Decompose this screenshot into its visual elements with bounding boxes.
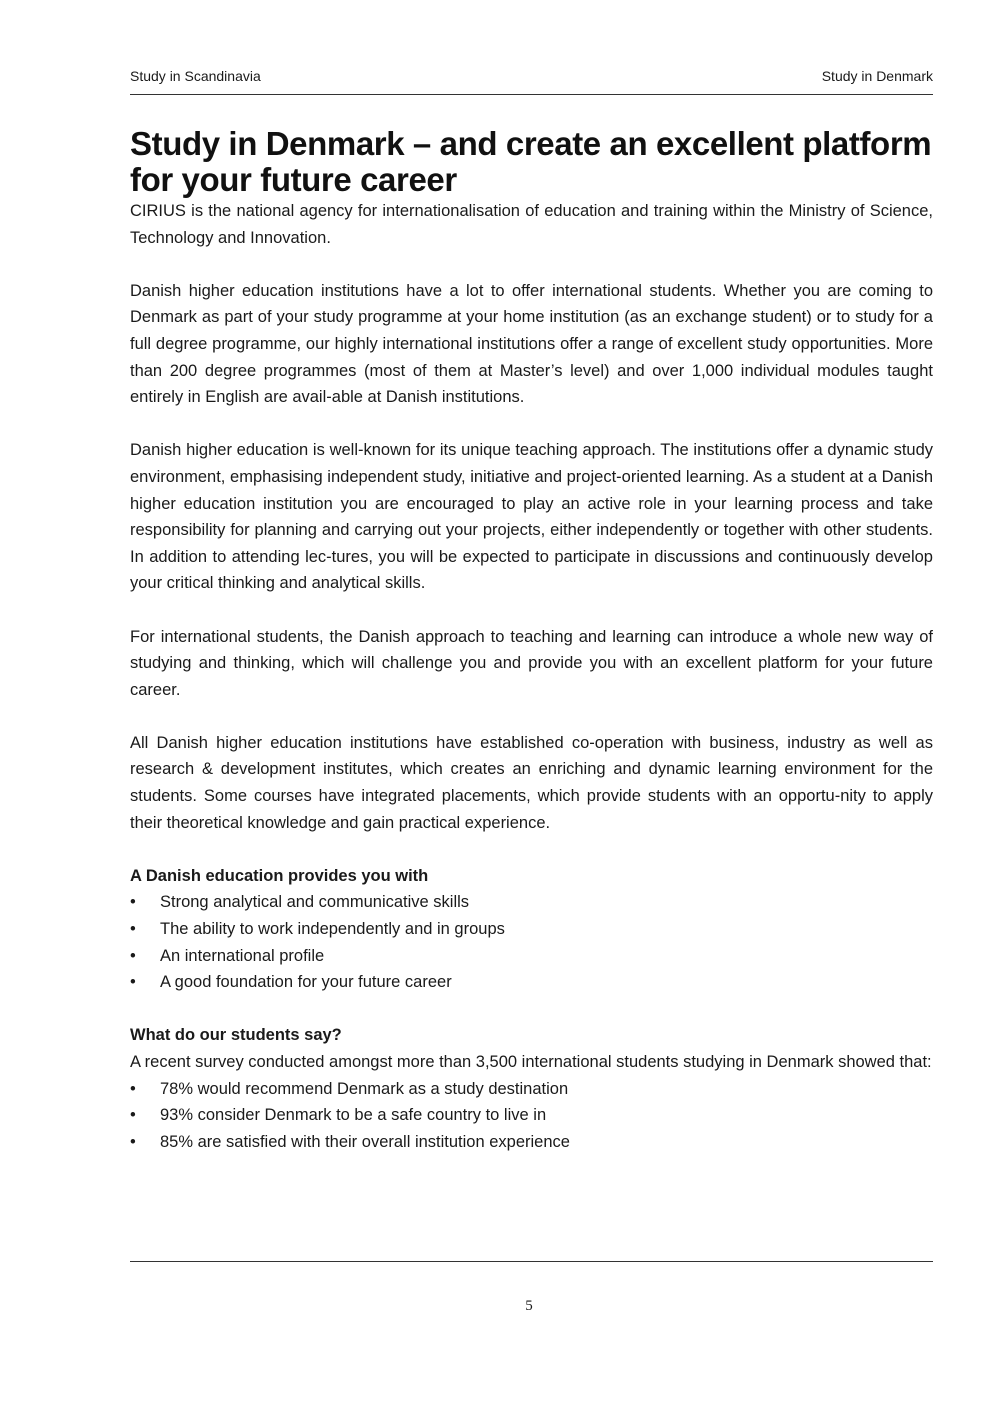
survey-list <box>130 1076 933 1156</box>
page-content <box>130 126 933 1182</box>
running-header <box>130 68 933 84</box>
bullet-icon: • <box>130 1079 136 1098</box>
bullet-icon: • <box>130 893 136 912</box>
list-item: • A good foundation for your future career <box>130 969 933 996</box>
list-item: • An international profile <box>130 943 933 970</box>
paragraph: CIRIUS is the national agency for internationalisation of education and training within the Ministry of Science, Technology and Innovation. <box>130 202 933 247</box>
list-item: • The ability to work independently and in groups <box>130 916 933 943</box>
bullet-icon: • <box>130 1132 136 1151</box>
page-number: 5 <box>525 1298 533 1314</box>
list-item: • 93% consider Denmark to be a safe country to live in <box>130 1102 933 1129</box>
paragraph: Danish higher education institutions have a lot to offer international students. Whether you are coming to Denmark as part of your study programme at your home institution (as an exchange student) or to study for a full degree programme, our highly international institutions offer a range of excellent study opportunities. More than 200 degree programmes (most of them at Master’s level) and over 1,000 individual modules taught entirely in English are avail-able at Danish institutions. <box>130 281 933 407</box>
survey-intro: A recent survey conducted amongst more than 3,500 international students studying in Denmark showed that: <box>130 1053 932 1071</box>
header-right: Study in Denmark <box>821 68 933 84</box>
education-list <box>130 889 933 995</box>
header-left: Study in Scandinavia <box>130 68 261 84</box>
section-heading-students: What do our students say? <box>130 1026 342 1045</box>
header-rule <box>130 94 933 95</box>
list-item: • Strong analytical and communicative skills <box>130 889 933 916</box>
footer-rule <box>130 1261 933 1262</box>
page-title: Study in Denmark – and create an excellent platform for your future career <box>130 125 932 198</box>
list-item: • 85% are satisfied with their overall institution experience <box>130 1129 933 1156</box>
bullet-icon: • <box>130 1106 136 1125</box>
paragraph: Danish higher education is well-known for its unique teaching approach. The institutions offer a dynamic study environment, emphasising independent study, initiative and project-oriented learning. As a student at a Danish higher education institution you are encouraged to play an active role in your learning process and take responsibility for planning and carrying out your projects, either independently or together with other students. In addition to attending lec-tures, you will be expected to participate in discussions and continuously develop your critical thinking and analytical skills. <box>130 441 933 593</box>
paragraph: All Danish higher education institutions have established co-operation with business, industry as well as research & development institutes, which creates an enriching and dynamic learning environment for the students. Some courses have integrated placements, which provide students with an opportu-nity to apply their theoretical knowledge and gain practical experience. <box>130 733 933 832</box>
paragraph: For international students, the Danish approach to teaching and learning can introduce a whole new way of studying and thinking, which will challenge you and provide you with an excellent platform for your future career. <box>130 627 933 699</box>
section-heading-education: A Danish education provides you with <box>130 866 429 885</box>
bullet-icon: • <box>130 920 136 939</box>
list-item: • 78% would recommend Denmark as a study destination <box>130 1076 933 1103</box>
bullet-icon: • <box>130 973 136 992</box>
bullet-icon: • <box>130 946 136 965</box>
